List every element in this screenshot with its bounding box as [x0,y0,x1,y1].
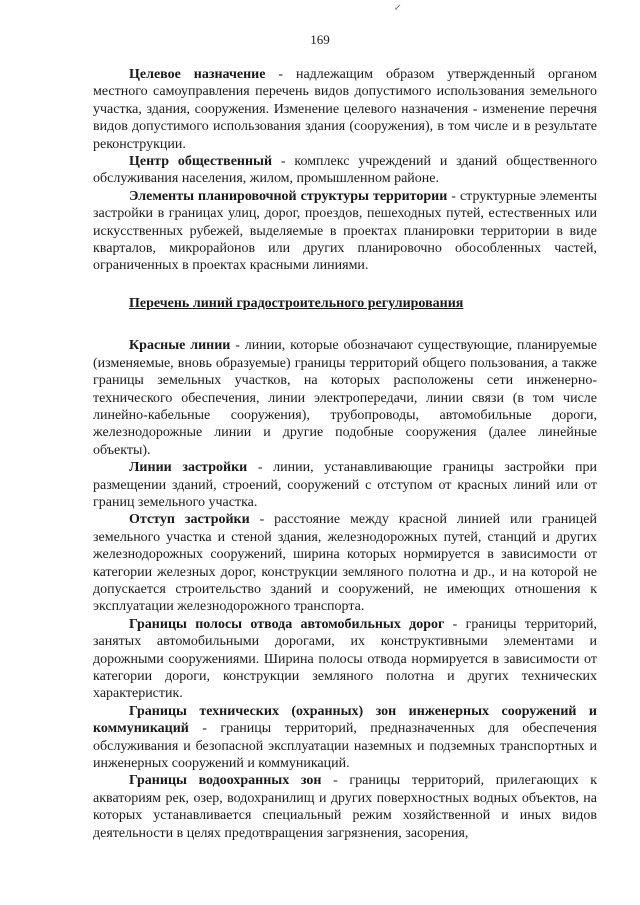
term: Красные линии [129,338,231,354]
paragraph-building-setback [93,511,597,615]
definition: - линии, устанавливающие границы застройки при размещении зданий, строений, сооружений с отступом от красных линий или от границ земельного участка. [93,460,597,510]
document-body [93,66,597,842]
corner-mark: ↙ [394,2,402,12]
definition: - границы территорий, занятых автомобильными дорогами, их конструктивными элементами и дорожными сооружениями. Ширина полосы отвода нормируется в зависимости от категории дороги, конструкции земляного полотна и других технических характеристик. [93,616,597,702]
paragraph-planning-structure [93,188,597,275]
definition: - линии, которые обозначают существующие, планируемые (изменяемые, вновь образуемые) границы территорий общего пользования, а также границы земельных участков, на которых расположены сети инженерно-технического обеспечения, линии электропередачи, линии связи (в том числе линейно-кабельные сооружения), трубопроводы, автомобильные дороги, железнодорожные линии и другие подобные сооружения (далее линейные объекты). [93,338,597,458]
term: Центр общественный [129,154,273,170]
term: Элементы планировочной структуры территории [129,188,448,204]
term: Границы полосы отвода автомобильных дорог [129,616,445,632]
definition: - комплекс учреждений и зданий общественного обслуживания населения, жилом, промышленном районе. [93,154,598,187]
term: Отступ застройки [129,512,250,528]
paragraph-protection-zones [93,703,597,773]
paragraph-public-center [93,153,597,188]
paragraph-building-lines [93,459,597,511]
paragraph-red-lines [93,337,597,459]
term: Линии застройки [129,460,248,476]
paragraph-water-protection-zones [93,772,597,842]
definition: - границы территорий, прилегающих к акваториям рек, озер, водохранилищ и других поверхностных водных объектов, на которых устанавливается специальный режим хозяйственной и иных видов деятельности в целях предотвращения загрязнения, засорения, [93,773,597,841]
term: Границы технических (охранных) зон инженерных сооружений и коммуникаций [93,703,597,737]
paragraph-target-purpose [93,66,597,153]
definition: - границы территорий, предназначенных для обеспечения обслуживания и безопасной эксплуатации наземных и подземных транспортных и инженерных сооружений и коммуникаций. [93,721,597,772]
paragraph-road-right-of-way [93,616,597,703]
section-heading: Перечень линий градостроительного регулирования [129,295,464,311]
page-number: 169 [310,32,330,47]
term: Целевое назначение [129,67,266,82]
term: Границы водоохранных зон [129,773,322,789]
definition: - структурные элементы застройки в границах улиц, дорог, проездов, пешеходных путей, естественных или искусственных рубежей, выделяемые в проектах планировки территории в виде кварталов, микрорайонов или других планировочно обособленных частей, ограниченных в проектах красными линиями. [93,188,597,274]
definition: - надлежащим образом утвержденный органом местного самоуправления перечень видов допустимого использования земельного участка, здания, сооружения. Изменение целевого назначения - изменение перечня видов допустимого использования здания (сооружения), в том числе и в результате реконструкции. [93,67,597,152]
definition: - расстояние между красной линией или границей земельного участка и стеной здания, железнодорожных путей, станций и других железнодорожных сооружений, ширина которых нормируется в зависимости от категории железных дорог, конструкции земляного полотна и др., и на которой не допускается строительство зданий и сооружений, не имеющих отношения к эксплуатации железнодорожного транспорта. [93,512,597,615]
